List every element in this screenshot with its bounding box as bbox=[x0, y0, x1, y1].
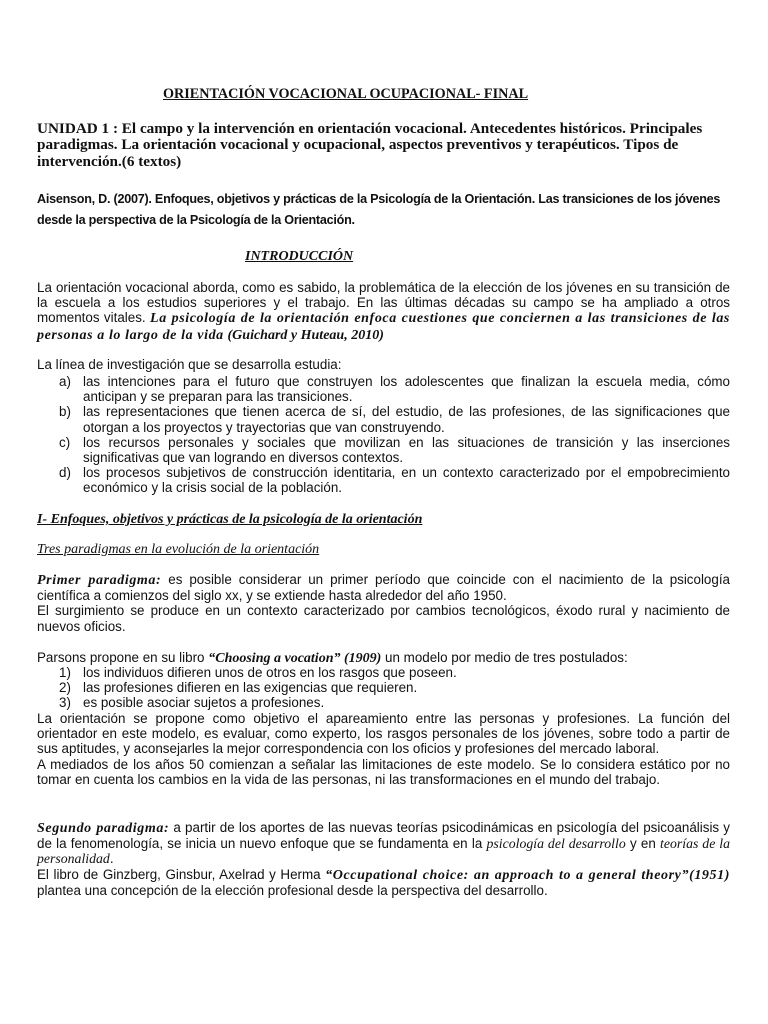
parsons-paragraph: Parsons propone en su libro “Choosing a vocation” (1909) un modelo por medio de tres postulados: bbox=[37, 650, 628, 666]
first-paradigm-label: Primer paradigma: bbox=[37, 573, 162, 588]
intro-citation: (Guichard y Huteau, 2010) bbox=[227, 327, 384, 343]
second-paradigm-paragraph: Segundo paradigma: a partir de los aportes de las nuevas teorías psicodinámicas en psicología del psicoanálisis y de la fenomenología, se inicia un nuevo enfoque que se fundamenta en la psicología del desarrollo y en teorías de la personalidad. El libro de Ginzberg, Ginsbur, Axelrad y Herma “Occupational choice: an approach to a general theory”(1951) plantea una concepción de la elección profesional desde la perspectiva del desarrollo. bbox=[37, 820, 730, 898]
section-subheading: Tres paradigmas en la evolución de la orientación bbox=[37, 542, 320, 557]
list-item: 1) los individuos difieren unos de otros en los rasgos que poseen. bbox=[59, 665, 457, 680]
list-item: c) los recursos personales y sociales que movilizan en las situaciones de transición y las inserciones significativas que van logrando en diversos contextos. bbox=[59, 434, 730, 466]
list-item: 2) las profesiones difieren en las exigencias que requieren. bbox=[59, 680, 418, 696]
research-list bbox=[37, 374, 730, 496]
second-paradigm-label: Segundo paradigma: bbox=[37, 821, 170, 836]
reference-citation: Aisenson, D. (2007). Enfoques, objetivos y prácticas de la Psicología de la Orientación. Las transiciones de los jóvenes desde la perspectiva de la Psicología de la Orientación. bbox=[37, 192, 721, 227]
introduction-heading: INTRODUCCIÓN bbox=[245, 249, 354, 264]
list-item: d) los procesos subjetivos de construcción identitaria, en un contexto caracterizado por el empobrecimiento económico y la crisis social de la población. bbox=[59, 465, 730, 496]
list-item: 3) es posible asociar sujetos a profesiones. bbox=[59, 695, 325, 711]
parsons-book-title: “Choosing a vocation” (1909) bbox=[208, 651, 382, 666]
section-heading: I- Enfoques, objetivos y prácticas de la psicología de la orientación bbox=[37, 512, 423, 527]
document-title: ORIENTACIÓN VOCACIONAL OCUPACIONAL- FINAL bbox=[163, 86, 529, 102]
intro-emphasis: La psicología de la orientación enfoca cuestiones que conciernen a las transiciones de las personas a lo largo de la vida bbox=[37, 311, 730, 343]
first-paradigm-paragraph: Primer paradigma: es posible considerar un primer período que coincide con el nacimiento de la psicología científica a comienzos del siglo xx, y se extiende hasta alrededor del año 1950. El surgimiento se produce en un contexto caracterizado por cambios tecnológicos, éxodo rural y nacimiento de nuevos oficios. bbox=[37, 572, 730, 634]
intro-text: La orientación vocacional aborda, como es sabido, la problemática de la elección de los jóvenes en su transición de la escuela a los estudios superiores y el trabajo. En las últimas décadas su campo se ha ampliado a otros momentos vitales. bbox=[37, 280, 730, 326]
orientation-objective-paragraph: La orientación se propone como objetivo el apareamiento entre las personas y profesiones. La función del orientador en este modelo, es evaluar, como experto, los rasgos personales de los jóvenes, sobre todo a partir de sus aptitudes, y aconsejarles la mejor correspondencia con los oficios y profesiones del mercado laboral. A mediados de los años 50 comienzan a señalar las limitaciones de este modelo. Se lo considera estático por no tomar en cuenta los cambios en la vida de las personas, ni las transformaciones en el mundo del trabajo. bbox=[37, 711, 730, 787]
ginzberg-book-title: “Occupational choice: an approach to a general theory”(1951) bbox=[325, 867, 730, 883]
intro-paragraph bbox=[37, 280, 730, 343]
list-item: a) las intenciones para el futuro que construyen los adolescentes que finalizan la escuela media, cómo anticipan y se preparan para las transiciones. bbox=[59, 374, 730, 405]
list-item: b) las representaciones que tienen acerca de sí, del estudio, de las profesiones, de las significaciones que otorgan a los proyectos y trayectorias que van construyendo. bbox=[59, 404, 730, 435]
research-intro: La línea de investigación que se desarrolla estudia: bbox=[37, 357, 342, 372]
postulates-list bbox=[37, 665, 730, 711]
unit-heading: UNIDAD 1 : El campo y la intervención en orientación vocacional. Antecedentes históricos. Principales paradigmas. La orientación vocacional y ocupacional, aspectos preventivos y terapéuticos. Tipos de intervención.(6 textos) bbox=[37, 120, 703, 170]
